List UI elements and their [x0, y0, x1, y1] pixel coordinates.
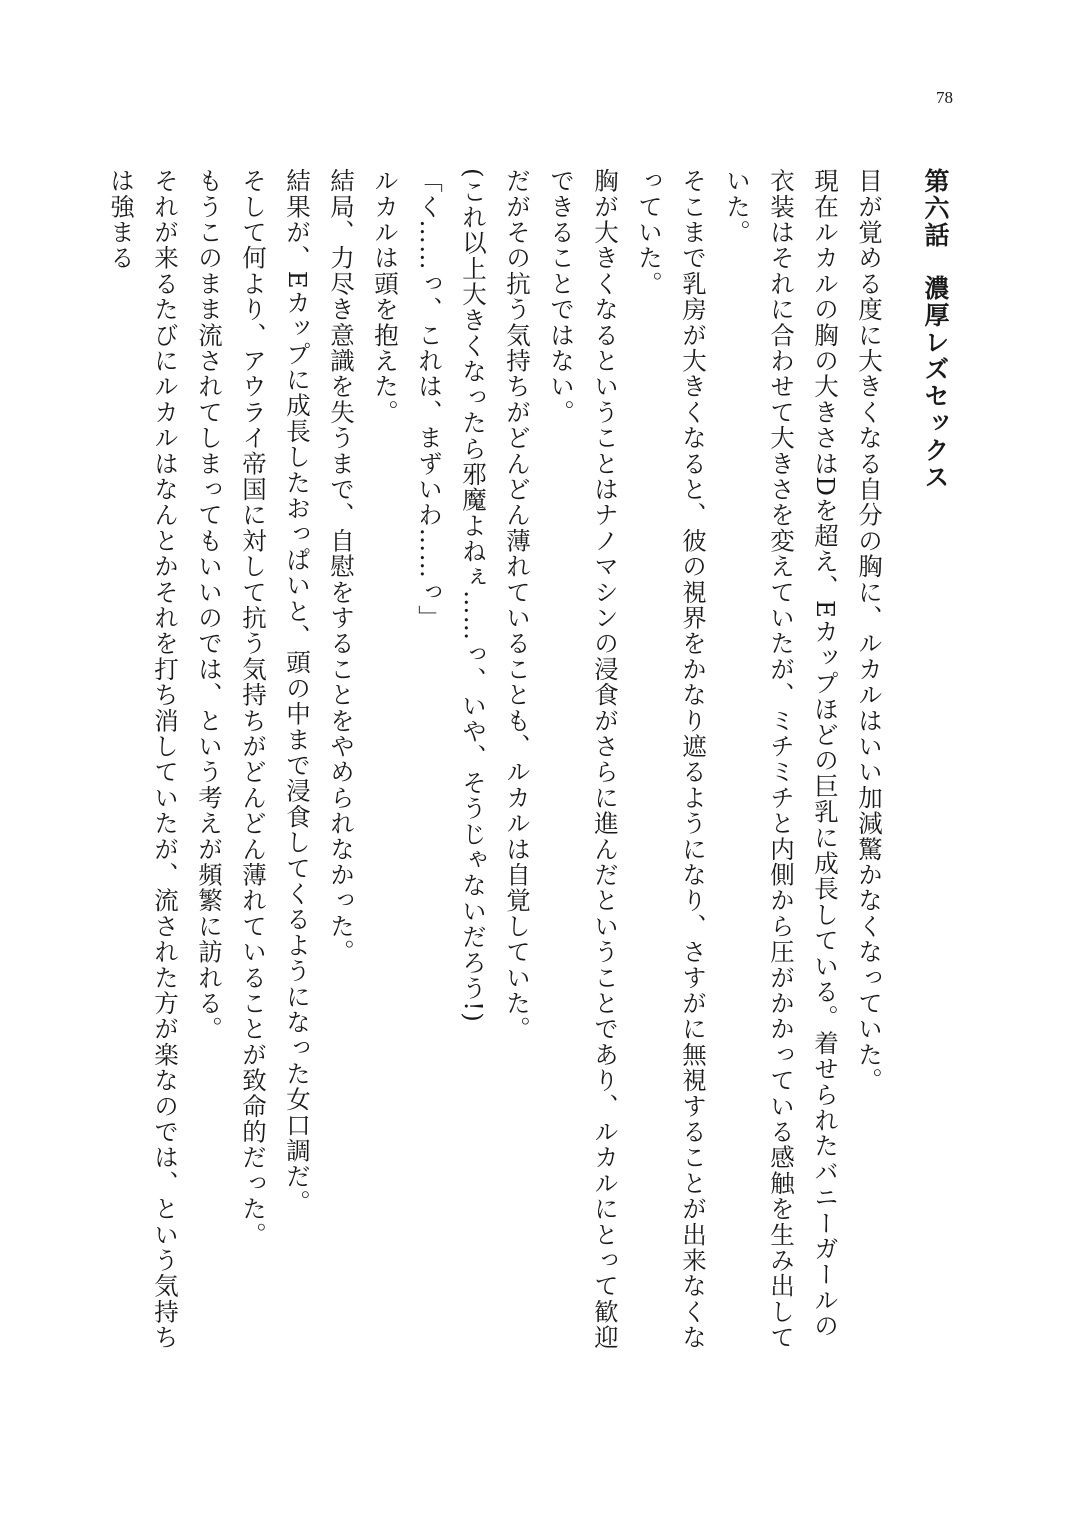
page-number: 78: [936, 88, 953, 107]
chapter-title: [913, 168, 957, 1358]
paragraph: 胸が大きくなるということはナノマシンの浸食がさらに進んだということであり、ルカルにとって歓迎できることではない。: [547, 168, 620, 1351]
paragraph: 結果が、Eカップに成長したおっぱいと、頭の中まで浸食してくるようになった女口調だ。: [283, 168, 312, 1216]
paragraph: だがその抗う気持ちがどんどん薄れていることも、ルカルは自覚していた。: [503, 168, 532, 1042]
paragraph: そして何より、アウライ帝国に対して抗う気持ちがどんどん薄れていることが致命的だった。: [239, 168, 268, 1248]
paragraph: 現在ルカルの胸の大きさはDを超え、Eカップほどの巨乳に成長している。着せられたバニーガールの衣装はそれに合わせて大きさを変えていたが、ミチミチと内側から圧がかかっている感触を生み出していた。: [723, 168, 840, 1351]
paragraph: 結局、力尽き意識を失うまで、自慰をすることをやめられなかった。: [327, 168, 356, 965]
chapter-number: 第六話: [921, 168, 950, 249]
paragraph: ルカルは頭を抱えた。: [371, 168, 400, 425]
body-text: [107, 168, 957, 1358]
paragraph: それが来るたびにルカルはなんとかそれを打ち消していたが、流された方が楽なのでは、という気持ちは強まる: [107, 168, 180, 1351]
paragraph: 目が覚める度に大きくなる自分の胸に、ルカルはいい加減驚かなくなっていた。: [855, 168, 884, 1094]
paragraph: そこまで乳房が大きくなると、彼の視界をかなり遮るようになり、さすがに無視することが出来なくなっていた。: [635, 168, 708, 1351]
paragraph: (これ以上大きくなったら邪魔よねぇ……っ、いや、そうじゃないだろう!): [459, 168, 488, 1023]
paragraph: もうこのまま流されてしまってもいいのでは、という考えが頻繁に訪れる。: [195, 168, 224, 1042]
paragraph: 「く……っ、これは、まずいわ……っ」: [415, 168, 444, 631]
chapter-name: 濃厚レズセックス: [921, 275, 950, 491]
